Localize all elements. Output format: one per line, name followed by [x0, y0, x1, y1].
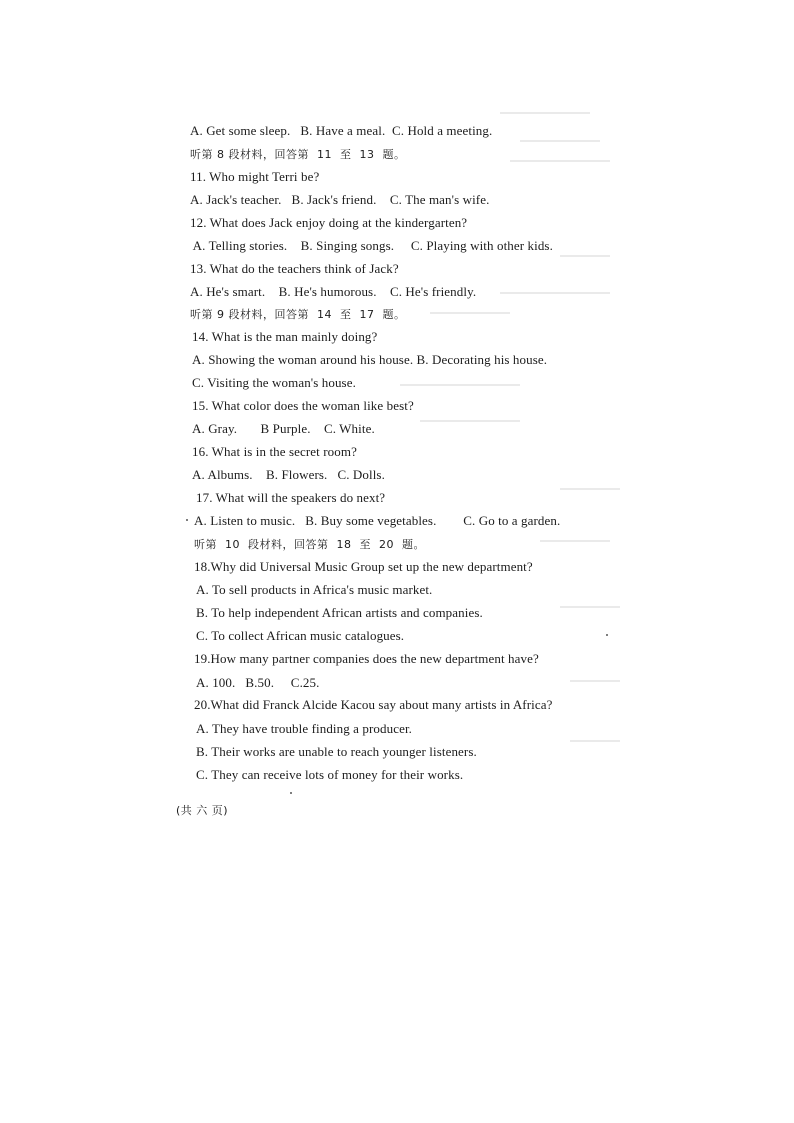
q17-question: 17. What will the speakers do next?: [196, 490, 386, 505]
q15-question: 15. What color does the woman like best?: [192, 398, 414, 413]
bleed-through-mark: [400, 384, 520, 386]
q14-option-c: C. Visiting the woman's house.: [192, 375, 356, 390]
bleed-through-mark: [430, 312, 510, 314]
bleed-through-mark: [520, 140, 600, 142]
q20-option-b: B. Their works are unable to reach younger listeners.: [196, 744, 477, 759]
q19-options: A. 100. B.50. C.25.: [196, 675, 320, 690]
scan-speck: [290, 792, 292, 794]
page-footer: (共 六 页): [176, 804, 229, 817]
q14-question: 14. What is the man mainly doing?: [192, 329, 378, 344]
q13-options: A. He's smart. B. He's humorous. C. He's friendly.: [190, 284, 477, 299]
q18-option-a: A. To sell products in Africa's music market.: [196, 582, 433, 597]
bleed-through-mark: [570, 680, 620, 682]
q18-option-c: C. To collect African music catalogues.: [196, 628, 405, 643]
bleed-through-mark: [500, 112, 590, 114]
q19-question: 19.How many partner companies does the new department have?: [194, 651, 539, 666]
q20-option-a: A. They have trouble finding a producer.: [196, 721, 413, 736]
q18-option-b: B. To help independent African artists and companies.: [196, 605, 483, 620]
bleed-through-mark: [560, 488, 620, 490]
q14-options-ab: A. Showing the woman around his house. B. Decorating his house.: [192, 352, 548, 367]
bleed-through-mark: [560, 606, 620, 608]
q12-question: 12. What does Jack enjoy doing at the kindergarten?: [190, 215, 468, 230]
q20-option-c: C. They can receive lots of money for their works.: [196, 767, 464, 782]
bleed-through-mark: [510, 160, 610, 162]
q12-options: A. Telling stories. B. Singing songs. C. Playing with other kids.: [190, 238, 553, 253]
section-10-instruction: 听第 10 段材料，回答第 18 至 20 题。: [194, 538, 425, 551]
section-9-instruction: 听第 9 段材料，回答第 14 至 17 题。: [190, 308, 406, 321]
section-8-instruction: 听第 8 段材料，回答第 11 至 13 题。: [190, 148, 406, 161]
q15-options: A. Gray. B Purple. C. White.: [192, 421, 375, 436]
q18-question: 18.Why did Universal Music Group set up the new department?: [194, 559, 533, 574]
q11-options: A. Jack's teacher. B. Jack's friend. C. The man's wife.: [190, 192, 490, 207]
bleed-through-mark: [540, 540, 610, 542]
q20-question: 20.What did Franck Alcide Kacou say about many artists in Africa?: [194, 697, 553, 712]
q16-options: A. Albums. B. Flowers. C. Dolls.: [192, 467, 385, 482]
bleed-through-mark: [570, 740, 620, 742]
q17-options: A. Listen to music. B. Buy some vegetables. C. Go to a garden.: [194, 513, 561, 528]
scan-speck: [606, 634, 608, 636]
bleed-through-mark: [420, 420, 520, 422]
scan-speck: [186, 519, 188, 521]
bleed-through-mark: [500, 292, 610, 294]
bleed-through-mark: [560, 255, 610, 257]
q11-question: 11. Who might Terri be?: [190, 169, 320, 184]
q13-question: 13. What do the teachers think of Jack?: [190, 261, 399, 276]
q10-options: A. Get some sleep. B. Have a meal. C. Hold a meeting.: [190, 123, 493, 138]
q16-question: 16. What is in the secret room?: [192, 444, 357, 459]
